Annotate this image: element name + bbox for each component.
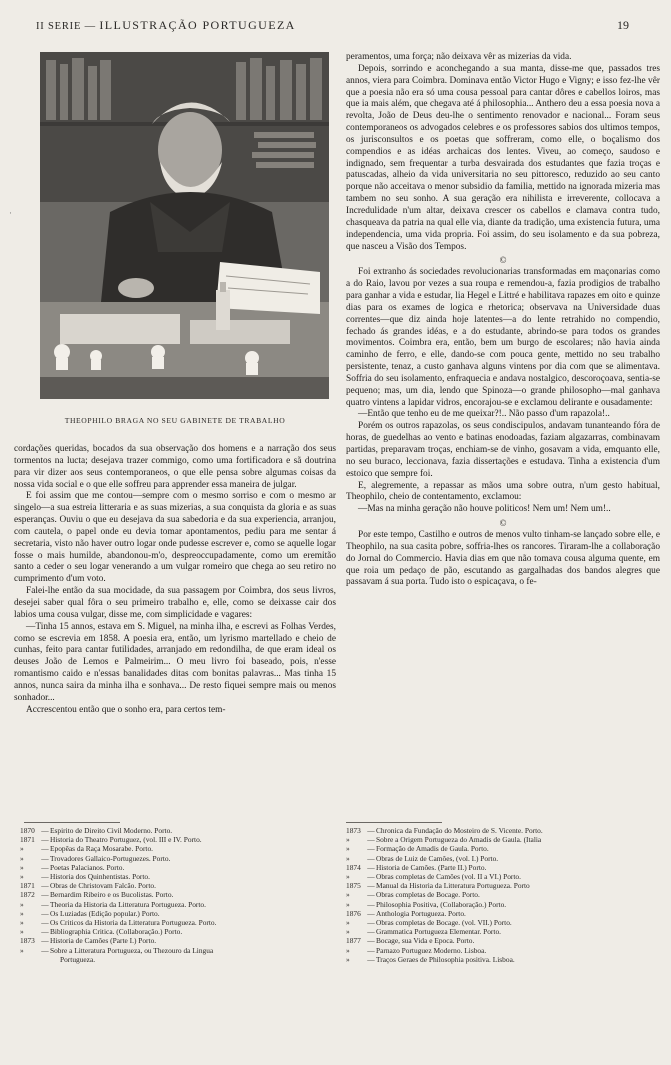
bibliography-entry — [20, 826, 338, 835]
bibliography-entry — [346, 909, 658, 918]
bibliography-list-right — [346, 826, 658, 964]
entry-dash: — — [41, 927, 49, 937]
bibliography-entry — [20, 927, 338, 936]
entry-title: Manual da Historia da Litteratura Portugueza. Porto — [376, 881, 530, 891]
entry-title: Grammatica Portugueza Elementar. Porto. — [376, 927, 501, 937]
entry-dash: — — [41, 945, 49, 955]
entry-dash: — — [367, 844, 375, 854]
entry-year: » — [20, 862, 24, 872]
entry-year: » — [346, 853, 350, 863]
bibliography-entry — [346, 918, 658, 927]
entry-year: » — [346, 844, 350, 854]
bibliography-entry — [346, 936, 658, 945]
entry-title: Sobre a Origem Portugueza do Amadis de Gaula. (Italia — [376, 835, 542, 845]
entry-title: Os Luziadas (Edição popular.) Porto. — [50, 908, 160, 918]
entry-title: Obras completas de Bocage. Porto. — [376, 890, 480, 900]
bibliography-entry — [346, 955, 658, 964]
entry-title: Historia de Camões. (Parte II.) Porto. — [376, 862, 487, 872]
entry-dash: — — [41, 835, 49, 845]
entry-dash: — — [41, 844, 49, 854]
entry-title: Poetas Palacianos. Porto. — [50, 862, 125, 872]
entry-dash: — — [41, 918, 49, 928]
body-paragraph: peramentos, uma força; não deixava vêr as mizerias da vida. — [346, 52, 572, 62]
bibliography-entry — [346, 844, 658, 853]
entry-dash: — — [367, 881, 375, 891]
bibliography-entry — [20, 835, 338, 844]
entry-title: Historia do Theatro Portuguez, (vol. III e IV. Porto. — [50, 835, 202, 845]
portrait-illustration — [40, 52, 329, 399]
body-paragraph: E foi assim que me contou—sempre com o mesmo sorriso e com o mesmo ar singelo—a sua estreia litteraria e as suas mizerias, a sua conquista da gloria e as suas esperanças. Ouviu o que eu desejava da sua sabedoria e da sua experiencia, arranjou, com cautela, o papel onde eu devia tomar apontamentos, pediu para me sentar á secretaria, visto não haver outro logar onde pudesse escrever e, como se aquelle logar fosse o mais humilde, abandonou-m'o, despreoccupadamente, como um eremitão santo a ceder o seu logar venerando a um vulgar romeiro que chega ao seu retiro no cumprimento d'um voto. — [14, 491, 336, 585]
entry-year: » — [20, 872, 24, 882]
body-paragraph: Por este tempo, Castilho e outros de menos vulto tinham-se lançado sobre elle, e Theophilo, na sua casita pobre, soffria-lhes os rancores. Tiraram-lhe a collaboração do Jornal do Commercio. Havia dias em que não tomava cousa alguma quente, em que roia um pedaço de pão, escutando as gargalhadas dos bandos alegres que passavam á sua porta. Tudo isto o espicaçava, o fe- — [346, 530, 660, 588]
entry-title: Sobre a Litteratura Portugueza, ou Thezouro da Lingua — [50, 945, 214, 955]
bibliography-entry — [20, 881, 338, 890]
body-paragraph: Foi extranho ás sociedades revolucionarias transformadas em maçonarias como a do Raio, lavou por vezes a sua roupa e remendou-a, fazia prodigios de trabalho para ganhar a vida e estudar, lia Hegel e Littré e habilitava rapazes em oito e quinze dias para os exames de logica e rhetorica; observava na Universidade duas correntes—que diz ainda hoje latentes—a do lente retrahido no compendio, fechado ás grandes idéas, e a do estudante, abrindo-se para todos os grandes movimentos. Coimbra era, então, bem um burgo de escolares; não havia ainda caminho de ferro, e elle, dando-se com pouca gente, mettido no seu trabalho persistente, tenaz, a custo ganhava alguns vintens por dia com que se alimentava. Soffria do seu isolamento, enfraquecia e andava nostalgico, descoroçoava, sentia-se pequeno; mas, um dia, lendo que Spinoza—o grande philosopho—mal ganhava quatro vintens a lapidar vidros, encorajou-se e exclamou delirante e ousadamente: — [346, 267, 660, 408]
entry-title: Obras de Luiz de Camões, (vol. I.) Porto. — [376, 853, 499, 863]
entry-year: 1875 — [346, 881, 361, 891]
right-text-column — [346, 52, 660, 589]
entry-title: Parnazo Portuguez Moderno. Lisboa. — [376, 945, 487, 955]
entry-title: Trovadores Gallaico-Portuguezes. Porto. — [50, 853, 171, 863]
bibliography-entry — [20, 844, 338, 853]
body-paragraph: E, alegremente, a repassar as mãos uma sobre outra, n'um gesto habitual, Theophilo, cheio de contentamento, exclamou: — [346, 480, 660, 503]
page-number: 19 — [617, 18, 629, 32]
magazine-title: ILLUSTRAÇÃO PORTUGUEZA — [99, 18, 296, 32]
body-paragraph: Porém os outros rapazolas, os seus condiscipulos, andavam tunanteando fóra de horas, de guedelhas ao vento e batinas enodoadas, faziam algazarras, combinavam partidas, preparavam troças, enchiam-se de vinho, gosavam a vida, emquanto elle, no seu buraco, leccionava, fazia dissertações e estudava. Tinha a existencia d'um estoico que sempre foi. — [346, 421, 660, 479]
portrait-photo — [40, 52, 329, 399]
bibliography-entry — [20, 936, 338, 945]
entry-title: Philosophia Positiva, (Collaboração.) Porto. — [376, 899, 507, 909]
body-paragraph: Falei-lhe então da sua mocidade, da sua passagem por Coimbra, dos seus livros, desejei saber qual fôra o seu primeiro trabalho e, elle, como se deixasse cair dos labios uma cousa vulgar, disse me, com simplicidade e vagares: — [14, 586, 336, 620]
entry-dash: — — [41, 872, 49, 882]
entry-year: » — [20, 853, 24, 863]
bibliography-entry — [346, 863, 658, 872]
entry-dash: — — [367, 835, 375, 845]
running-title — [36, 18, 296, 33]
entry-year: 1873 — [346, 826, 361, 835]
entry-title: Os Criticos da Historia da Litteratura Portugueza. Porto. — [50, 918, 217, 928]
footnote-rule — [346, 822, 442, 823]
bibliography-entry — [20, 946, 338, 955]
entry-title: Theoria da Historia da Litteratura Portugueza. Porto. — [50, 899, 206, 909]
bibliography-entry — [20, 854, 338, 863]
entry-year: 1870 — [20, 826, 35, 835]
bibliography-list-left — [20, 826, 338, 964]
entry-dash: — — [367, 908, 375, 918]
bibliography-entry — [346, 835, 658, 844]
entry-dash: — — [41, 826, 49, 835]
bibliography-entry — [20, 872, 338, 881]
bibliography-entry — [20, 890, 338, 899]
entry-dash: — — [41, 908, 49, 918]
entry-title: Anthologia Portugueza. Porto. — [376, 908, 466, 918]
entry-continuation: Portugueza. — [60, 954, 96, 964]
entry-title: Bocage, sua Vida e Epoca. Porto. — [376, 936, 475, 946]
bibliography-entry — [346, 872, 658, 881]
body-paragraph: —Mas na minha geração não houve politicos! Nem um! Nem um!.. — [358, 504, 611, 515]
left-text-column — [14, 444, 336, 716]
entry-title: Bibliographia Critica. (Collaboração.) Porto. — [50, 927, 183, 937]
entry-dash: — — [367, 890, 375, 900]
bibliography-entry — [346, 890, 658, 899]
entry-year: » — [346, 835, 350, 845]
entry-year: » — [20, 844, 24, 854]
bibliography-entry — [346, 927, 658, 936]
bibliography-entry — [346, 900, 658, 909]
entry-year: 1877 — [346, 936, 361, 946]
entry-year: » — [346, 945, 350, 955]
bibliography-entry — [20, 918, 338, 927]
entry-title: Chronica da Fundação do Mosteiro de S. Vicente. Porto. — [376, 826, 543, 835]
entry-title: Bernardim Ribeiro e os Bucolistas. Porto. — [50, 890, 174, 900]
entry-dash: — — [367, 936, 375, 946]
entry-dash: — — [367, 862, 375, 872]
entry-year: 1872 — [20, 890, 35, 900]
series-prefix: II SERIE — — [36, 21, 100, 32]
entry-dash: — — [41, 862, 49, 872]
entry-year: » — [346, 899, 350, 909]
section-separator: © — [499, 255, 507, 266]
entry-year: » — [20, 918, 24, 928]
entry-dash: — — [367, 945, 375, 955]
entry-title: Historia de Camões (Parte I.) Porto. — [50, 936, 157, 946]
footnote-rule — [24, 822, 120, 823]
bibliography-entry — [346, 946, 658, 955]
section-separator: © — [499, 518, 507, 529]
entry-dash: — — [41, 881, 49, 891]
entry-year: 1871 — [20, 835, 35, 845]
photo-caption: THEOPHILO BRAGA NO SEU GABINETE DE TRABALHO — [64, 416, 286, 425]
entry-year: » — [346, 890, 350, 900]
bibliography-entry — [20, 909, 338, 918]
entry-year: » — [20, 899, 24, 909]
body-paragraph: —Então que tenho eu de me queixar?!.. Não passo d'um rapazola!.. — [358, 409, 610, 420]
entry-year: 1871 — [20, 881, 35, 891]
body-paragraph: Depois, sorrindo e aconchegando a sua manta, disse-me que, passados tres annos, viera para Coimbra. Dominava então Victor Hugo e Vigny; e isso fez-lhe vêr que a poesia não era só uma cousa pessoal para cantar dôres e cabellos loiros, mas que ia mais além, que chegava até á philosophia... Anthero deu a essa poesia nova a revolta, João de Deus deu-lhe o sentimento renovador e nacional... Foram seus contemporaneos os advogados celebres e os professores sabios dos ultimos tempos, os jurisconsultos e os poetas que soffreram, como elle, o boçalismo dos compendios e as idéas archaicas dos lentes. Viveu, ao começo, saudoso e indignado, sem frequentar a turba desvairada dos estudantes que fazia troças e patuscadas, alheio da vida universitaria no seu pittoresco, reduzido ao seu canto porque não acceitava o menor subsidio da familia, mettido na ignorada mizeria mas tambem no seu sonho. A sua geração era nihilista e irreverente, collocava a Incredulidade n'um altar, deixava crescer os cabellos e clamava contra tudo, chasqueava da patria na qual elle via, diante da tradição, uma existencia futura, uma independencia, uma vida propria. Foi assim, do seu isolamento e da sua pobreza, que nasceu a Visão dos Tempos. — [346, 63, 660, 252]
entry-title: Traços Geraes de Philosophia positiva. Lisboa. — [376, 954, 515, 964]
entry-title: Obras completas de Camões (vol. II a VI.) Porto. — [376, 872, 521, 882]
entry-title: Epopêas da Raça Mosarabe. Porto. — [50, 844, 154, 854]
entry-year: 1876 — [346, 908, 361, 918]
entry-dash: — — [367, 872, 375, 882]
entry-year: » — [346, 918, 350, 928]
entry-title: Obras completas de Bocage. (vol. VII.) Porto. — [376, 918, 512, 928]
entry-title: Formação de Amadis de Gaula. Porto. — [376, 844, 489, 854]
entry-title: Obras de Christovam Falcão. Porto. — [50, 881, 156, 891]
bibliography-entry — [20, 900, 338, 909]
entry-dash: — — [41, 890, 49, 900]
entry-year: » — [20, 945, 24, 955]
entry-title: Historia dos Quinhentistas. Porto. — [50, 872, 150, 882]
entry-year: » — [346, 872, 350, 882]
entry-year: 1873 — [20, 936, 35, 946]
entry-dash: — — [41, 936, 49, 946]
entry-title: Espirito de Direito Civil Moderno. Porto. — [50, 826, 173, 835]
bibliography-entry — [346, 881, 658, 890]
entry-year: 1874 — [346, 862, 361, 872]
bibliography-entry — [346, 826, 658, 835]
entry-year: » — [20, 927, 24, 937]
page-header — [36, 14, 629, 36]
entry-dash: — — [367, 954, 375, 964]
entry-dash: — — [41, 853, 49, 863]
body-paragraph: cordações queridas, bocados da sua observação dos homens e a narração dos seus tormentos na lucta; desejava trazer commigo, como uma fortificadora e sã doutrina para vir dizer aos seus contemporaneos, o que elle pensa sobre algumas coisas da nossa vida social e o que elle soffreu para apprender essa maneira de julgar. — [14, 444, 336, 490]
entry-year: » — [346, 954, 350, 964]
entry-year: » — [20, 908, 24, 918]
entry-year: » — [346, 927, 350, 937]
entry-dash: — — [367, 826, 375, 835]
entry-dash: — — [367, 899, 375, 909]
entry-dash: — — [367, 927, 375, 937]
bibliography-entry — [346, 854, 658, 863]
entry-dash: — — [367, 853, 375, 863]
body-paragraph: —Tinha 15 annos, estava em S. Miguel, na minha ilha, e escrevi as Folhas Verdes, como se escrevia em 1858. A poesia era, então, um lyrismo martellado e cheio de cunhas, feito para cantar futilidades, arranjado em redondilha, de que eram ideal os deuses João de Lemos e Palmeirim... O meu livro foi baseado, pois, n'esse romantismo caido e n'essas banalidades ditas com bonitas palavras... Mas tinha 15 annos, nunca saira da minha ilha e sonhava... De resto fiquei sempre mais ou menos sonhador... — [14, 621, 336, 703]
entry-dash: — — [41, 899, 49, 909]
body-paragraph: Accrescentou então que o sonho era, para certos tem- — [26, 704, 226, 715]
margin-mark: · — [9, 208, 12, 218]
entry-dash: — — [367, 918, 375, 928]
bibliography-entry — [20, 863, 338, 872]
